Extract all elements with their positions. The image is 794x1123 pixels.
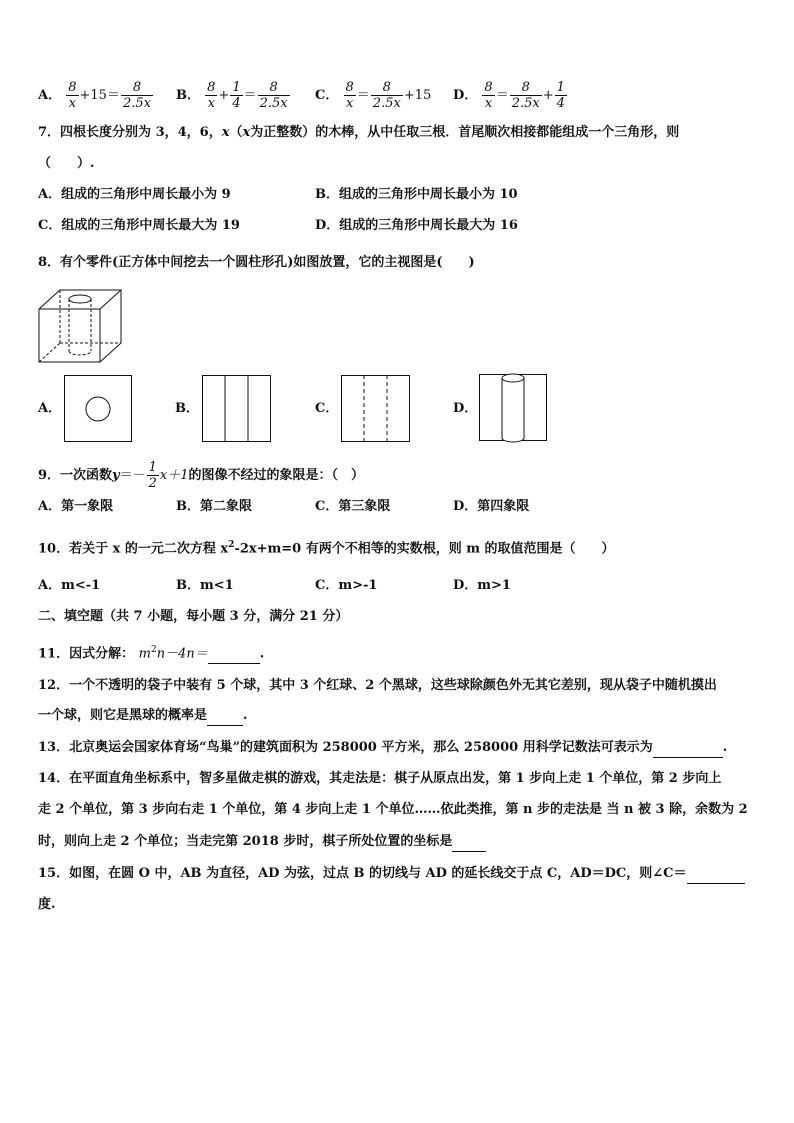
answer-blank[interactable] [687, 869, 745, 884]
q9-option-b: B．第二象限 [176, 499, 252, 514]
q15-line2: 度. [38, 897, 56, 912]
q8-cube-figure [38, 288, 122, 364]
fraction: $\frac{8}{2.5x}$ [511, 80, 540, 111]
option-letter: A． [38, 88, 62, 103]
q12-line1: 12．一个不透明的袋子中装有 5 个球，其中 3 个红球、2 个黑球，这些球除颜色外无其它差别，现从袋子中随机摸出 [38, 678, 717, 693]
q7-option-a: A．组成的三角形中周长最小为 9 [38, 187, 231, 202]
fraction: $\frac{8}{x}$ [207, 80, 216, 111]
q9-stem: 9．一次函数y＝－ $\frac{1}{2}$ x＋1的图像不经过的象限是：（ ） [38, 460, 365, 491]
q9-option-c: C．第三象限 [315, 499, 391, 514]
q9-option-a: A．第一象限 [38, 499, 114, 514]
q14-line2: 走 2 个单位，第 3 步向右走 1 个单位，第 4 步向上走 1 个单位……依此类推，第 n 步的走法是 当 n 被 3 除，余数为 2 [38, 802, 748, 817]
q7-stem: 7．四根长度分别为 3，4，6，x（x为正整数）的木棒，从中任取三根．首尾顺次相接都能组成一个三角形，则 [38, 125, 680, 140]
q7-option-c: C．组成的三角形中周长最大为 19 [38, 218, 240, 233]
fraction: $\frac{8}{x}$ [484, 80, 493, 111]
q14-line3: 时，则向上走 2 个单位；当走完第 2018 步时，棋子所处位置的坐标是 [38, 832, 486, 852]
option-letter: B． [176, 88, 200, 103]
fraction: $\frac{1}{4}$ [556, 80, 565, 111]
option-letter: D． [453, 88, 478, 103]
q7-option-b: B．组成的三角形中周长最小为 10 [315, 187, 518, 202]
q11-stem: 11．因式分解： $m^2n-4n=$ . [38, 640, 264, 664]
q8-option-d-label: D． [453, 401, 478, 416]
q13-stem: 13．北京奥运会国家体育场“鸟巢”的建筑面积为 258000 平方米，那么 258000 用科学记数法可表示为 . [38, 738, 727, 758]
q9-option-d: D．第四象限 [453, 499, 530, 514]
answer-blank[interactable] [452, 837, 486, 852]
q8-option-c-label: C． [315, 401, 339, 416]
fraction: $\frac{8}{2.5x}$ [259, 80, 288, 111]
q8-option-a-figure [64, 375, 133, 443]
q10-stem: 10．若关于 x 的一元二次方程 $x^2-2x+m=0$ 有两个不相等的实数根，则 m 的取值范围是（ ） [38, 540, 615, 557]
q8-option-b-figure [202, 375, 272, 443]
option-letter: C． [315, 88, 339, 103]
q6-option-d: D． $\frac{8}{x}$ ＝ $\frac{8}{2.5x}$ + $\frac{1}{4}$ [453, 80, 565, 111]
q12-line2: 一个球，则它是黑球的概率是 . [38, 706, 248, 726]
q8-option-a-label: A． [38, 401, 62, 416]
q14-line1: 14．在平面直角坐标系中，智多星做走棋的游戏，其走法是：棋子从原点出发，第 1 步向上走 1 个单位，第 2 步向上 [38, 771, 722, 786]
q10-option-c: C．m>-1 [315, 578, 378, 593]
answer-blank[interactable] [207, 711, 243, 726]
fraction: $\frac{8}{2.5x}$ [122, 80, 151, 111]
q8-option-b-label: B． [175, 401, 199, 416]
answer-blank[interactable] [208, 649, 260, 664]
q7-stem-line2: （ ）. [38, 156, 95, 171]
q6-option-c: C． $\frac{8}{x}$ ＝ $\frac{8}{2.5x}$ +15 [315, 80, 432, 111]
fraction: $\frac{1}{4}$ [232, 80, 241, 111]
q15-line1: 15．如图，在圆 O 中，AB 为直径，AD 为弦，过点 B 的切线与 AD 的延长线交于点 C，AD＝DC，则∠C＝ [38, 864, 745, 884]
q10-option-b: B．m<1 [176, 578, 234, 593]
fraction: $\frac{8}{x}$ [345, 80, 354, 111]
section-heading: 二、填空题（共 7 小题，每小题 3 分，满分 21 分） [38, 609, 349, 624]
fraction: $\frac{8}{2.5x}$ [372, 80, 401, 111]
q10-option-a: A．m<-1 [38, 578, 101, 593]
q6-option-b: B． $\frac{8}{x}$ + $\frac{1}{4}$ ＝ $\frac{8}{2.5x}$ [176, 80, 288, 111]
fraction: $\frac{8}{x}$ [68, 80, 77, 111]
q6-option-a: A． $\frac{8}{x}$ +15＝ $\frac{8}{2.5x}$ [38, 80, 151, 111]
q8-stem: 8．有个零件(正方体中间挖去一个圆柱形孔)如图放置，它的主视图是( ) [38, 255, 475, 270]
q8-option-d-figure [479, 372, 549, 444]
q8-option-c-figure [341, 375, 411, 443]
answer-blank[interactable] [653, 743, 723, 758]
q10-option-d: D．m>1 [453, 578, 511, 593]
q7-option-d: D．组成的三角形中周长最大为 16 [315, 218, 518, 233]
fraction: $\frac{1}{2}$ [148, 460, 157, 491]
